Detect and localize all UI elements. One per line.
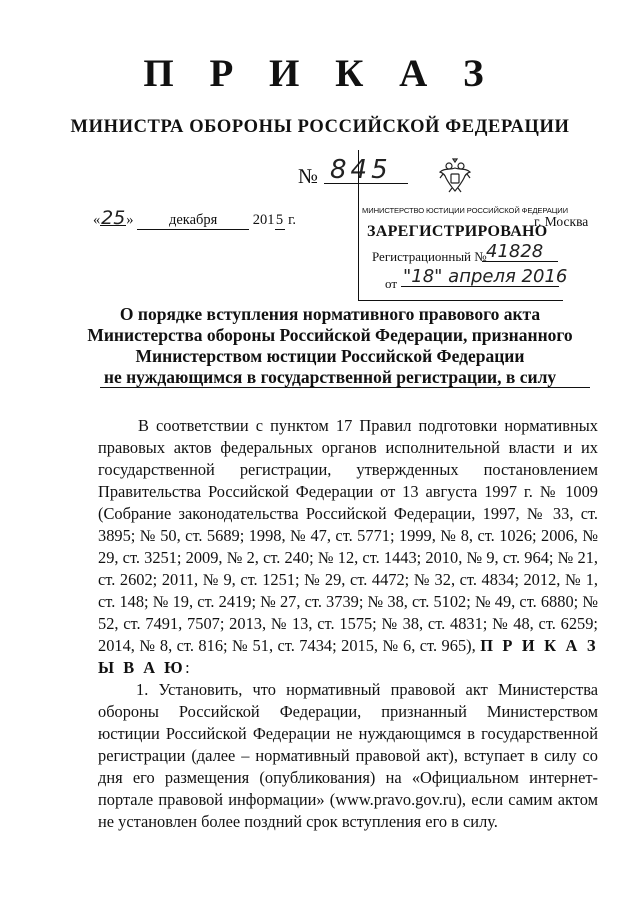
date-year-digit: 5 [275, 212, 284, 228]
item-1-paragraph: 1. Установить, что нормативный правовой акт Министерства обороны Российской Федерации, признанный Министерством юстиции Российской Федерации не нуждающимся в государственной регистрации (далее – нормативный правовой акт), вступает в силу со дня его размещения (опубликования) на «Официальном интернет-портале правовой информации» (www.pravo.gov.ru), если самим актом не установлен более поздний срок вступления его в силу. [98, 680, 598, 831]
preamble-text: В соответствии с пунктом 17 Правил подготовки нормативных правовых актов федеральных органов исполнительной власти и их государственной регистрации, утвержденных постановлением Правительства Российской Федерации от 13 августа 1997 г. № 1009 (Собрание законодательства Российской Федерации, 1997, № 33, ст. 3895; № 50, ст. 5689; 1998, № 47, ст. 5771; 1999, № 8, ст. 1026; 2006, № 29, ст. 3251; 2009, № 2, ст. 240; № 12, ст. 1443; 2010, № 9, ст. 964; № 21, ст. 2602; 2011, № 9, ст. 1251; № 29, ст. 4472; № 32, ст. 4834; 2012, № 1, ст. 148; № 19, ст. 2419; № 27, ст. 3739; № 38, ст. 5102; № 49, ст. 6880; № 52, ст. 7491, 7507; 2013, № 13, ст. 1575; № 38, ст. 4831; № 48, ст. 6259; 2014, № 8, ст. 816; № 51, ст. 7434; 2015, № 6, ст. 965), [98, 416, 598, 655]
document-subtitle: МИНИСТРА ОБОРОНЫ РОССИЙСКОЙ ФЕДЕРАЦИИ [70, 117, 570, 137]
stamp-date: "18" апреля 2016 [403, 266, 568, 287]
stamp-reg-number: 41828 [482, 243, 558, 262]
document-body [98, 415, 598, 833]
date-year-prefix: 201 [252, 212, 275, 228]
date-month: декабря [137, 212, 249, 230]
date-close-quote: » [126, 212, 134, 228]
stamp-reg-number-label: Регистрационный № [372, 249, 487, 264]
order-number: 845 [324, 157, 408, 184]
order-colon: : [185, 658, 190, 677]
preamble-paragraph [98, 415, 598, 679]
date-city: г. Москва [534, 214, 589, 229]
heading-underline [100, 387, 590, 388]
date-open-quote: « [93, 212, 101, 228]
heading-line: Министерством юстиции Российской Федерации [135, 346, 525, 366]
date-day: 25 [101, 207, 126, 229]
stamp-ministry-name: МИНИСТЕРСТВО ЮСТИЦИИ РОССИЙСКОЙ ФЕДЕРАЦИИ [362, 206, 568, 215]
stamp-registered: ЗАРЕГИСТРИРОВАНО [367, 223, 548, 240]
heading-line: О порядке вступления нормативного правового акта [119, 304, 541, 324]
order-number-label: № [298, 164, 319, 188]
order-word: П Р И К А З Ы В А Ю [98, 636, 598, 677]
document-title: П Р И К А З [143, 52, 497, 95]
date-year-suffix: г. [288, 212, 297, 228]
russian-coat-of-arms-icon [438, 158, 472, 194]
order-date [93, 207, 297, 230]
order-heading [60, 304, 600, 388]
heading-line: не нуждающимся в государственной регистрации, в силу [103, 367, 557, 387]
heading-line: Министерства обороны Российской Федерации, признанного [87, 325, 573, 345]
stamp-date-label: от [385, 276, 398, 291]
